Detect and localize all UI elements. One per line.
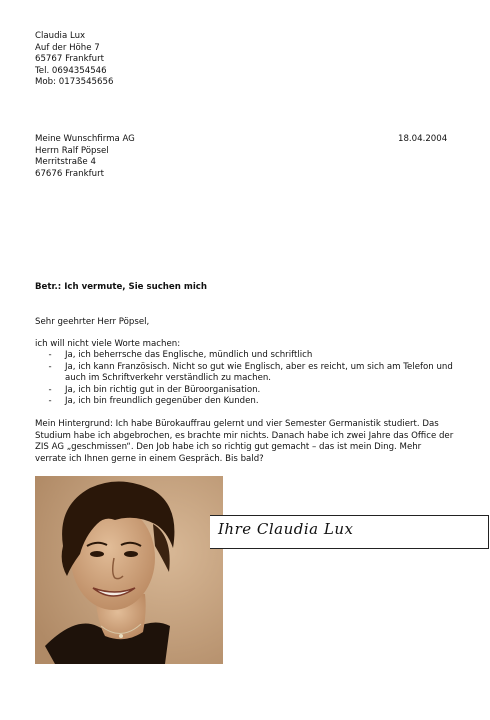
list-item [35,362,455,385]
bullet-text: Ja, ich kann Französisch. Nicht so gut wie Englisch, aber es reicht, um sich am Telefon und auch im Schriftverkehr verständlich zu machen. [65,361,453,383]
bullet-marker: - [48,384,52,395]
portrait-illustration [35,476,223,664]
bullet-marker: - [48,350,52,360]
list-item [35,350,455,362]
letter-subject: Betr.: Ich vermute, Sie suchen mich [35,282,207,292]
list-item [35,396,455,408]
recipient-company: Meine Wunschfirma AG [35,134,135,144]
sender-phone: Tel. 0694354546 [35,65,107,76]
signature-text: Ihre Claudia Lux [218,520,354,538]
sender-address [35,31,113,89]
bullet-text: Ja, ich bin freundlich gegenüber den Kunden. [65,396,259,406]
sender-name: Claudia Lux [35,31,86,41]
bullet-text: Ja, ich beherrsche das Englische, mündlich und schriftlich [65,350,313,360]
portrait-photo [35,476,223,664]
letter-intro: ich will nicht viele Worte machen: [35,339,181,349]
list-item [35,385,455,397]
recipient-address [35,134,135,180]
recipient-name: Herrn Ralf Pöpsel [35,145,109,156]
background-paragraph: Mein Hintergrund: Ich habe Bürokauffrau gelernt und vier Semester Germanistik studiert. Das Studium habe ich abgebrochen, es brachte mir nichts. Danach habe ich zwei Jahre das Office der ZIS AG „geschmissen“. Den Job habe ich so richtig gut gemacht – das ist mein Ding. Mehr verrate ich Ihnen gerne in einem Gespräch. Bis bald? [35,419,454,464]
sender-mobile: Mob: 0173545656 [35,77,114,87]
bullet-marker: - [48,361,52,372]
recipient-street: Merritstraße 4 [35,157,96,167]
sender-street: Auf der Höhe 7 [35,42,100,53]
letter-date: 18.04.2004 [398,134,448,144]
bullet-marker: - [48,396,52,406]
bullet-text: Ja, ich bin richtig gut in der Büroorganisation. [65,384,261,395]
letter-salutation: Sehr geehrter Herr Pöpsel, [35,317,150,327]
sender-city: 65767 Frankfurt [35,54,104,64]
bullet-list [35,350,455,408]
recipient-city: 67676 Frankfurt [35,168,104,179]
